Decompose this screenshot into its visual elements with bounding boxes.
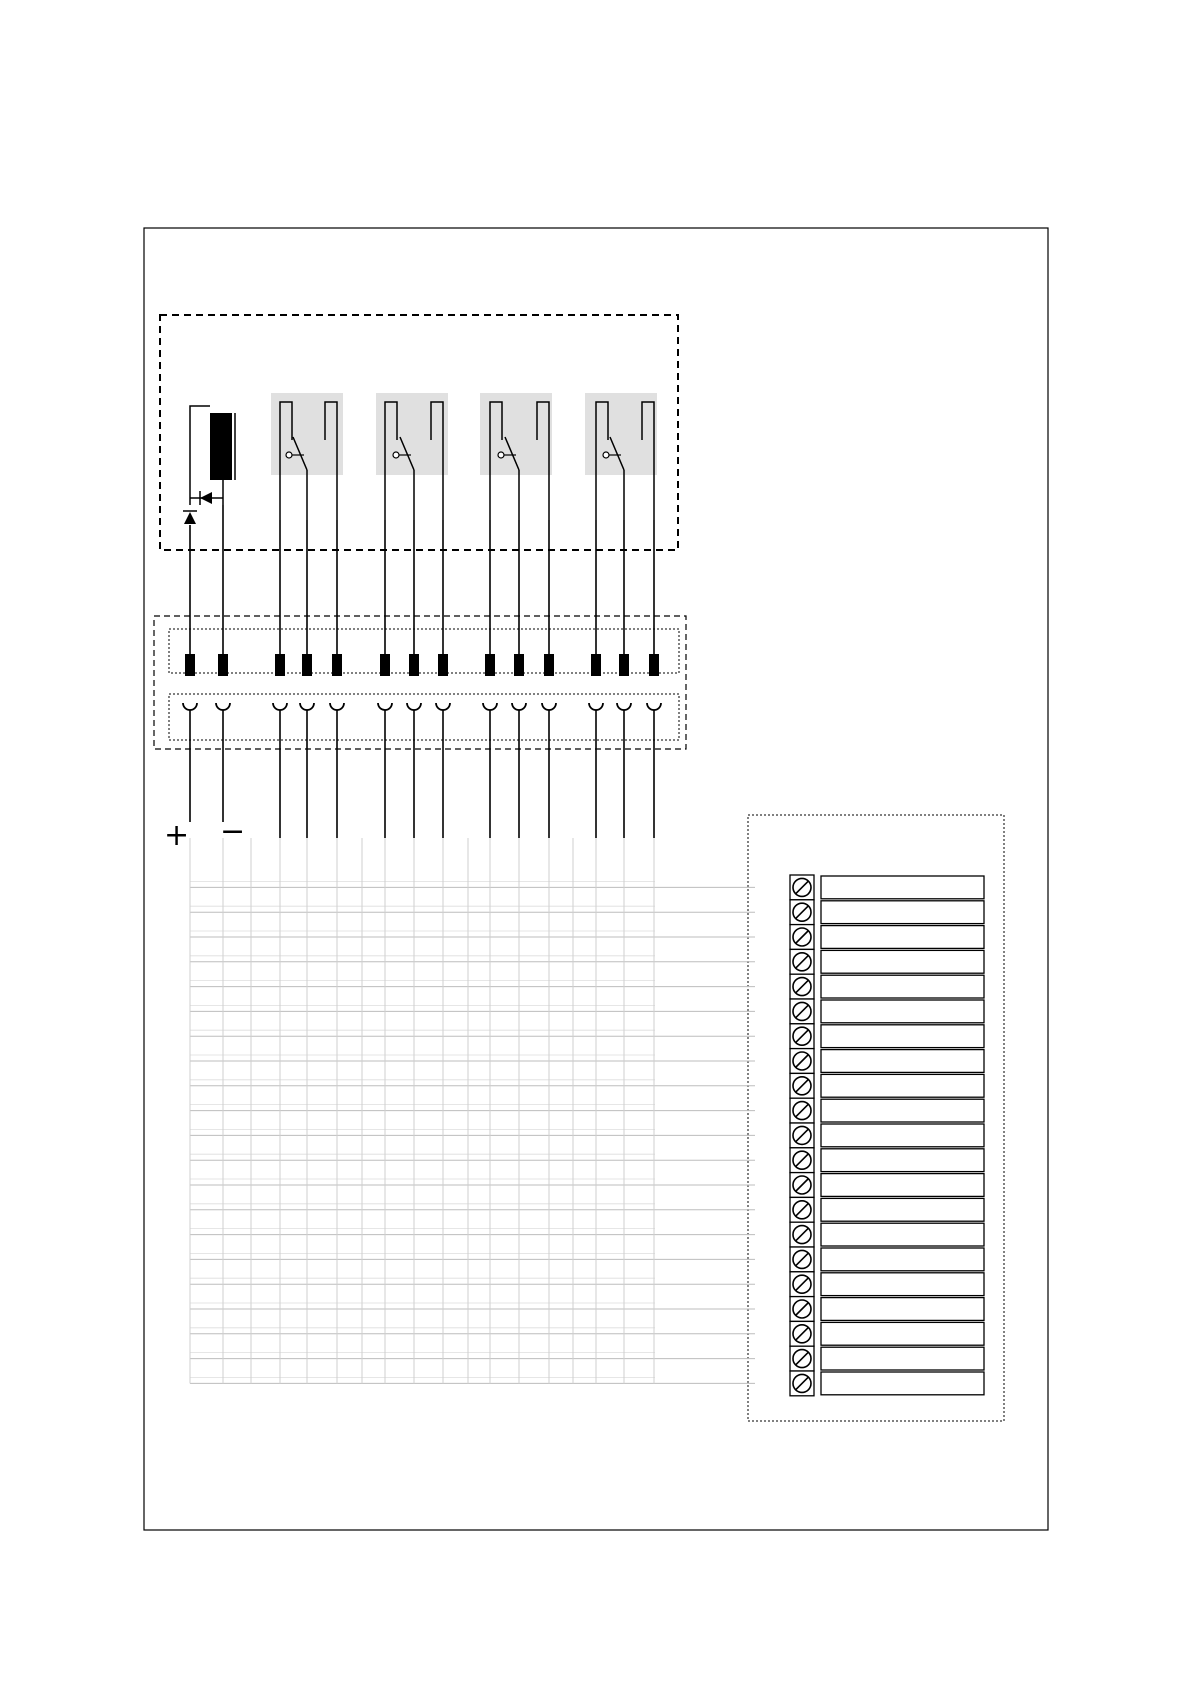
socket-pin-lower bbox=[436, 703, 450, 710]
socket-pin-upper bbox=[302, 654, 312, 676]
contact-pivot bbox=[498, 452, 504, 458]
socket-pin-lower bbox=[183, 703, 197, 710]
contact-background bbox=[271, 393, 343, 475]
terminal bbox=[790, 999, 984, 1024]
socket-pin-lower bbox=[407, 703, 421, 710]
terminal bbox=[790, 1098, 984, 1123]
terminal bbox=[790, 1073, 984, 1098]
terminal bbox=[790, 875, 984, 900]
contact-group bbox=[271, 393, 343, 520]
plus-symbol: + bbox=[164, 818, 190, 853]
minus-symbol: − bbox=[220, 814, 246, 849]
terminal bbox=[790, 1123, 984, 1148]
terminal-label-box bbox=[821, 876, 984, 899]
terminal bbox=[790, 1321, 984, 1346]
contact-background bbox=[376, 393, 448, 475]
socket-pin-lower bbox=[330, 703, 344, 710]
wiring-grid bbox=[190, 838, 755, 1383]
terminal-label-box bbox=[821, 1124, 984, 1147]
wires bbox=[190, 505, 654, 838]
contact-groups bbox=[271, 393, 657, 520]
terminal-label-box bbox=[821, 1099, 984, 1122]
socket-pin-upper bbox=[275, 654, 285, 676]
terminal bbox=[790, 1371, 984, 1396]
socket-pin-upper bbox=[332, 654, 342, 676]
terminal-label-box bbox=[821, 1223, 984, 1246]
coil-lead-left bbox=[190, 406, 210, 505]
terminal-label-box bbox=[821, 1149, 984, 1172]
socket-pin-lower bbox=[273, 703, 287, 710]
socket-lower-row bbox=[169, 694, 679, 740]
socket-pin-upper bbox=[649, 654, 659, 676]
contact-group bbox=[480, 393, 552, 520]
terminal-label-box bbox=[821, 1322, 984, 1345]
terminal bbox=[790, 1024, 984, 1049]
terminal bbox=[790, 1247, 984, 1272]
terminal bbox=[790, 1148, 984, 1173]
contact-pivot bbox=[286, 452, 292, 458]
terminal bbox=[790, 1173, 984, 1198]
terminal-label-box bbox=[821, 1000, 984, 1023]
socket-pin-upper bbox=[514, 654, 524, 676]
diode-triangle-vertical bbox=[184, 512, 196, 524]
terminal-label-box bbox=[821, 1050, 984, 1073]
contact-pivot bbox=[393, 452, 399, 458]
terminal bbox=[790, 974, 984, 999]
socket-pin-lower bbox=[617, 703, 631, 710]
terminal-label-box bbox=[821, 1347, 984, 1370]
terminal-label-box bbox=[821, 901, 984, 924]
terminal-label-box bbox=[821, 1273, 984, 1296]
terminal-label-box bbox=[821, 1074, 984, 1097]
contact-group bbox=[376, 393, 448, 520]
socket-pin-upper bbox=[438, 654, 448, 676]
terminal bbox=[790, 1297, 984, 1322]
socket-pin-upper bbox=[485, 654, 495, 676]
terminal-label-box bbox=[821, 1248, 984, 1271]
terminal bbox=[790, 1346, 984, 1371]
diode-triangle bbox=[200, 492, 212, 504]
contact-pivot bbox=[603, 452, 609, 458]
socket-pin-lower bbox=[378, 703, 392, 710]
terminal-label-box bbox=[821, 926, 984, 949]
socket-pin-upper bbox=[409, 654, 419, 676]
socket-pin-lower bbox=[216, 703, 230, 710]
socket-pin-lower bbox=[512, 703, 526, 710]
terminal bbox=[790, 1222, 984, 1247]
relay-coil bbox=[183, 406, 235, 524]
socket-pin-upper bbox=[218, 654, 228, 676]
socket-pin-lower bbox=[647, 703, 661, 710]
terminal bbox=[790, 1197, 984, 1222]
contact-group bbox=[585, 393, 657, 520]
socket-upper-row bbox=[169, 629, 679, 673]
terminal-label-box bbox=[821, 1174, 984, 1197]
coil-body bbox=[210, 413, 232, 480]
socket-housing bbox=[154, 616, 686, 749]
socket-pin-lower bbox=[589, 703, 603, 710]
socket-pins bbox=[183, 654, 661, 710]
terminal-label-box bbox=[821, 1298, 984, 1321]
socket-pin-lower bbox=[300, 703, 314, 710]
terminal bbox=[790, 925, 984, 950]
terminal bbox=[790, 1272, 984, 1297]
socket-pin-upper bbox=[619, 654, 629, 676]
socket-pin-lower bbox=[542, 703, 556, 710]
terminal-block bbox=[790, 875, 984, 1396]
terminal bbox=[790, 949, 984, 974]
socket-pin-upper bbox=[591, 654, 601, 676]
terminal-label-box bbox=[821, 975, 984, 998]
terminal-label-box bbox=[821, 1372, 984, 1395]
socket-pin-upper bbox=[544, 654, 554, 676]
terminal-label-box bbox=[821, 950, 984, 973]
terminal-label-box bbox=[821, 1198, 984, 1221]
terminal bbox=[790, 900, 984, 925]
socket-pin-upper bbox=[185, 654, 195, 676]
socket-pin-upper bbox=[380, 654, 390, 676]
terminal bbox=[790, 1049, 984, 1074]
terminal-label-box bbox=[821, 1025, 984, 1048]
socket-pin-lower bbox=[483, 703, 497, 710]
